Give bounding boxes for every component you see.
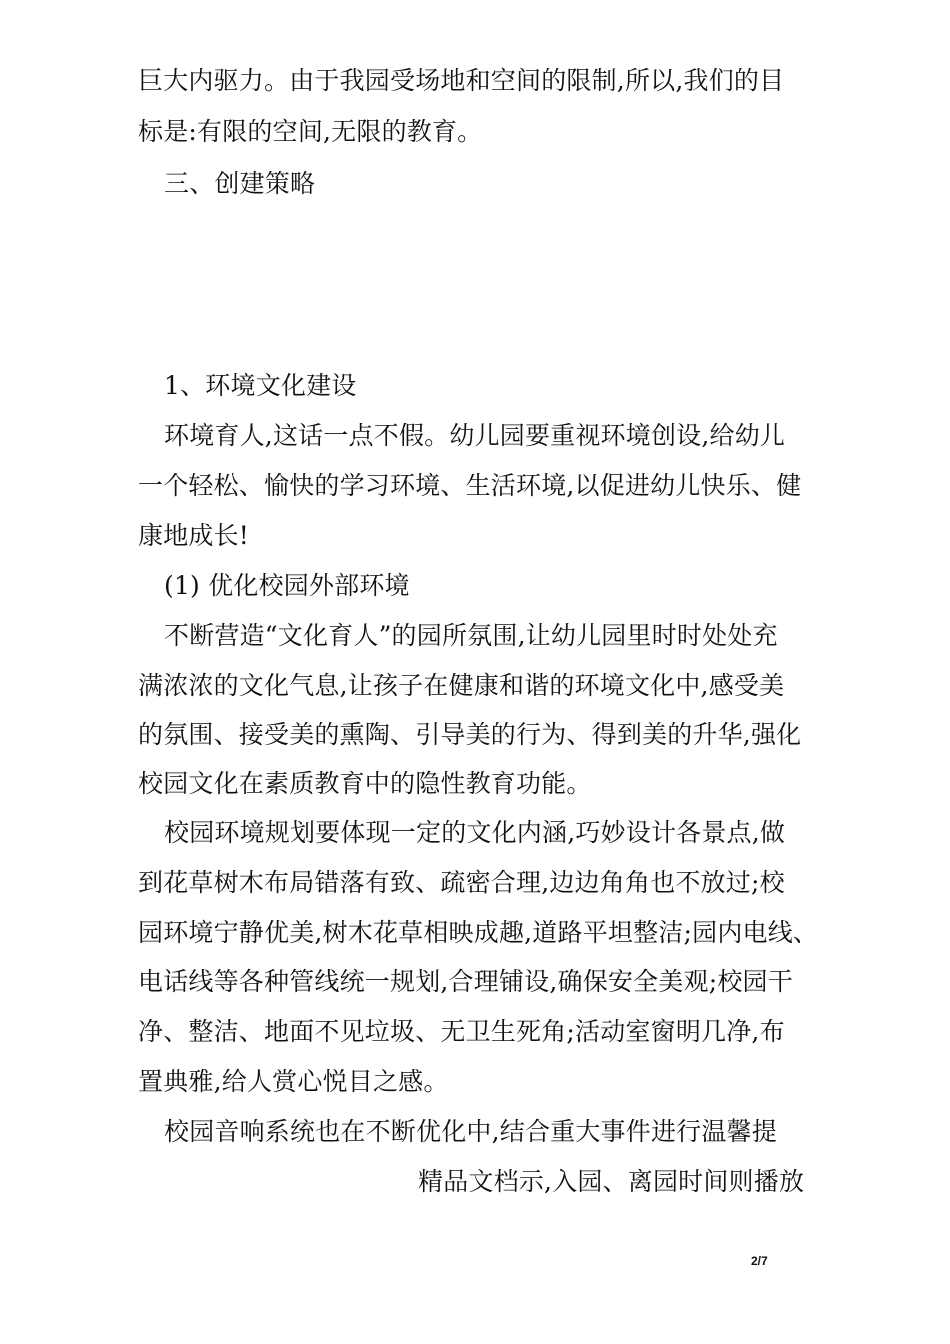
text-line: 置典雅,给人赏心悦目之感。 xyxy=(138,1067,449,1096)
text-line: 到花草树木布局错落有致、疏密合理,边边角角也不放过;校 xyxy=(138,868,785,897)
text-line: 一个轻松、愉快的学习环境、生活环境,以促进幼儿快乐、健 xyxy=(138,471,802,500)
text-line: 校园环境规划要体现一定的文化内涵,巧妙设计各景点,做 xyxy=(164,818,786,847)
section-heading: 三、创建策略 xyxy=(164,169,316,198)
text-line: 标是:有限的空间,无限的教育。 xyxy=(138,117,483,146)
page-number: 2/7 xyxy=(751,1254,768,1268)
text-line: 不断营造“文化育人”的园所氛围,让幼儿园里时时处处充 xyxy=(164,621,778,650)
text-line: 电话线等各种管线统一规划,合理铺设,确保安全美观;校园干 xyxy=(138,967,793,996)
text-line: 精品文档示,入园、离园时间则播放 xyxy=(418,1167,805,1196)
subsection-heading: 1、环境文化建设 xyxy=(164,371,357,400)
text-line: 园环境宁静优美,树木花草相映成趣,道路平坦整洁;园内电线、 xyxy=(138,918,819,947)
subsection-heading: (1) 优化校园外部环境 xyxy=(164,571,410,600)
text-line: 净、整洁、地面不见垃圾、无卫生死角;活动室窗明几净,布 xyxy=(138,1017,785,1046)
text-line: 巨大内驱力。由于我园受场地和空间的限制,所以,我们的目 xyxy=(138,66,785,95)
text-line: 校园文化在素质教育中的隐性教育功能。 xyxy=(138,769,592,798)
text-line: 满浓浓的文化气息,让孩子在健康和谐的环境文化中,感受美 xyxy=(138,671,785,700)
text-line: 康地成长! xyxy=(138,521,250,550)
text-line: 环境育人,这话一点不假。幼儿园要重视环境创设,给幼儿 xyxy=(164,421,786,450)
text-line: 校园音响系统也在不断优化中,结合重大事件进行温馨提 xyxy=(164,1117,777,1146)
text-line: 的氛围、接受美的熏陶、引导美的行为、得到美的升华,强化 xyxy=(138,720,802,749)
